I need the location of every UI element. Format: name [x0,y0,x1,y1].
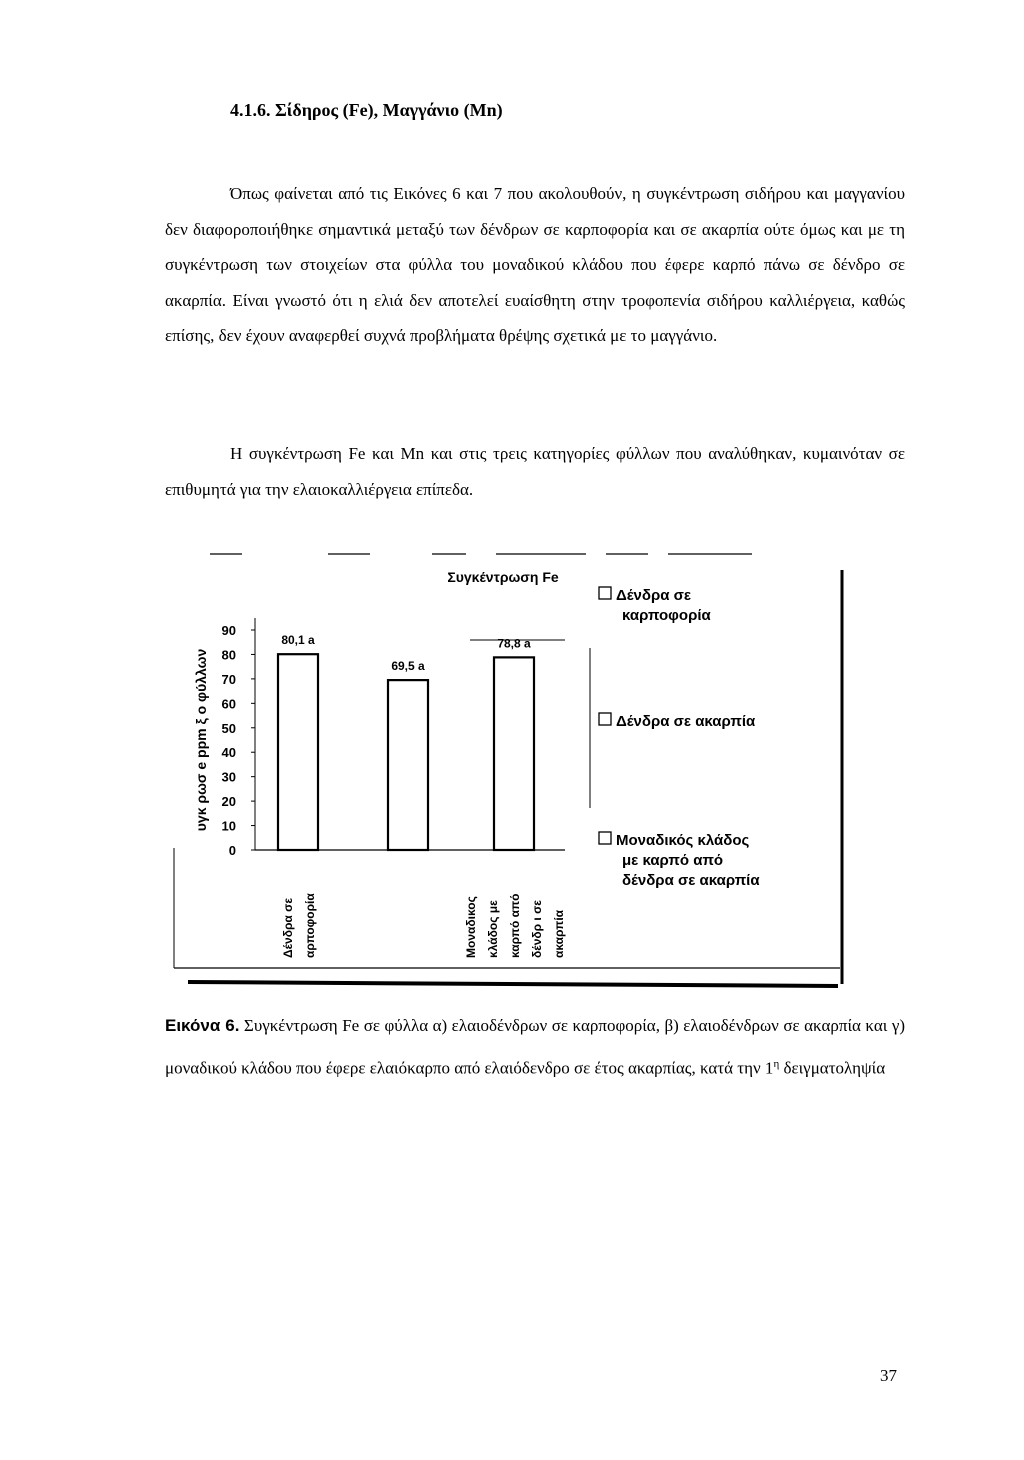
caption-text-end: δειγματοληψία [779,1058,886,1078]
y-tick-label: 20 [221,794,236,810]
page-number: 37 [880,1366,897,1385]
y-tick-label: 30 [221,769,236,785]
caption-superscript: η [773,1058,780,1070]
data-label: 69,5 a [391,659,425,674]
figure-fe-chart [170,548,850,990]
legend-label-line: Δένδρα σε [616,587,692,604]
legend-swatch [599,587,611,599]
y-axis-title: υγκ ρωσ e ppm ξ ο φύλλων [193,648,209,832]
paragraph-2: Η συγκέντρωση Fe και Mn και στις τρεις κατηγορίες φύλλων που αναλύθηκαν, κυμαινόταν σε επιθυμητά για την ελαιοκαλλιέργεια επίπεδα. [165,444,905,499]
y-tick-label: 70 [221,671,236,687]
x-tick-label: κλάδος με [486,900,500,958]
legend-label [616,832,760,889]
bar [278,654,318,850]
bar [388,680,428,850]
x-tick-label: Μοναδικος [464,896,478,958]
data-label: 80,1 a [281,633,315,648]
y-tick-label: 40 [221,745,236,761]
bar [494,657,534,850]
chart-title: Συγκέντρωση Fe [447,569,559,585]
legend-swatch [599,713,611,725]
y-tick-label: 60 [221,696,236,712]
y-tick-label: 0 [228,843,236,858]
caption-label: Εικόνα 6. [165,1016,240,1035]
legend [599,587,760,889]
x-tick-label: δένδρ ι σε [530,900,544,958]
data-label: 78,8 a [497,636,531,651]
legend-label-line: Δένδρα σε ακαρπία [616,713,756,730]
legend-label-line: καρποφορία [622,607,711,624]
x-tick-label: ακαρπία [552,909,566,958]
legend-label-line: με καρπό από [622,852,724,869]
y-tick-labels [222,623,255,858]
bar-chart [170,548,850,990]
legend-swatch [599,832,611,844]
y-tick-label: 10 [221,818,236,834]
legend-label [616,713,756,730]
paragraph-1-text: Όπως φαίνεται από τις Εικόνες 6 και 7 που ακολουθούν, η συγκέντρωση σιδήρου και μαγγανίου δεν διαφοροποιήθηκε σημαντικά μεταξύ των δένδρων σε καρποφορία και σε ακαρπία ούτε όμως και με τη συγκέντρωση των στοιχείων στα φύλλα του μοναδικού κλάδου που έφερε καρπό πάνω σε δένδρο σε ακαρπία. Είναι γνωστό ότι η ελιά δεν αποτελεί ευαίσθητη στην τροφοπενία σιδήρου καλλιέργεια, καθώς επίσης, δεν έχουν αναφερθεί συχνά προβλήματα θρέψης σχετικά με το μαγγάνιο. [165,184,905,345]
legend-label [616,587,712,624]
y-tick-label: 90 [221,623,236,638]
x-tick-label: Δένδρα σε [281,897,295,958]
x-tick-label: αρποφορία [303,893,317,958]
figure-caption [165,1006,905,1088]
caption-text: Συγκέντρωση Fe σε φύλλα α) ελαιοδένδρων σε καρποφορία, β) ελαιοδένδρων σε ακαρπία και γ) μοναδικού κλάδου που έφερε ελαιόκαρπο από ελαιόδενδρο σε έτος ακαρπίας, κατά την 1 [165,1016,905,1078]
legend-label-line: δένδρα σε ακαρπία [622,872,760,889]
legend-label-line: Μοναδικός κλάδος [616,832,750,849]
frame-bottom-shadow [188,982,838,986]
paragraph-1 [165,176,905,354]
y-tick-label: 50 [221,720,236,736]
y-tick-label: 80 [221,647,236,663]
x-tick-labels [281,893,566,958]
section-heading: 4.1.6. Σίδηρος (Fe), Μαγγάνιο (Mn) [230,100,503,120]
x-tick-label: καρπό από [508,893,522,958]
bars [278,654,534,850]
